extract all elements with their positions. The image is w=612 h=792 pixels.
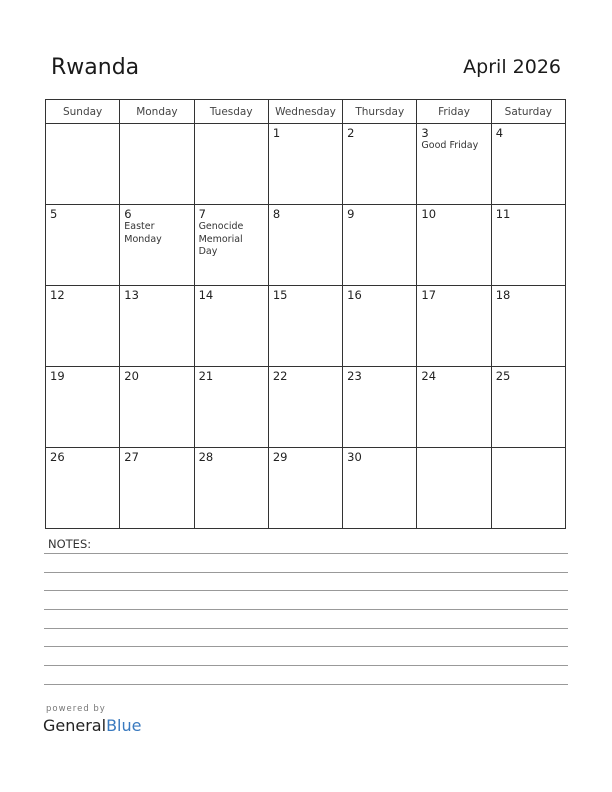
- day-number: 9: [347, 207, 355, 221]
- notes-label: NOTES:: [48, 537, 92, 551]
- country-title: Rwanda: [51, 55, 140, 80]
- day-cell: [417, 448, 491, 529]
- day-cell: [417, 286, 491, 367]
- calendar-grid: [45, 99, 566, 529]
- day-number: 15: [272, 288, 288, 302]
- day-number: 19: [50, 369, 65, 383]
- day-cell: [194, 367, 268, 448]
- weekday-header-row: [46, 100, 566, 124]
- month-year-title: April 2026: [463, 56, 561, 78]
- day-number: 25: [495, 369, 511, 383]
- day-cell: [417, 367, 491, 448]
- powered-by-text: powered by: [46, 704, 106, 714]
- weekday-wednesday: Wednesday: [268, 100, 342, 124]
- day-cell: [268, 367, 342, 448]
- day-cell: [194, 124, 268, 205]
- day-number: 26: [50, 450, 65, 464]
- notes-line: [44, 590, 568, 591]
- day-number: 4: [495, 126, 504, 140]
- day-number: 28: [198, 450, 214, 464]
- brand-part-general: General: [43, 716, 107, 735]
- week-row-5: [46, 448, 566, 529]
- day-cell: [46, 448, 120, 529]
- day-cell: [120, 124, 194, 205]
- holiday-label: Genocide Memorial Day: [198, 221, 244, 257]
- day-cell: [120, 367, 194, 448]
- day-cell: [268, 286, 342, 367]
- day-cell: [120, 286, 194, 367]
- day-cell: [491, 124, 565, 205]
- day-cell: [46, 367, 120, 448]
- day-number: 27: [124, 450, 139, 464]
- day-cell: [491, 286, 565, 367]
- day-number: 7: [198, 207, 206, 221]
- week-row-2: [46, 205, 566, 286]
- day-number: 8: [272, 207, 281, 221]
- day-cell: [343, 448, 417, 529]
- day-number: 30: [347, 450, 362, 464]
- notes-line: [44, 665, 568, 666]
- weekday-tuesday: Tuesday: [194, 100, 268, 124]
- day-number: 20: [124, 369, 139, 383]
- day-cell: [343, 367, 417, 448]
- weekday-friday: Friday: [417, 100, 491, 124]
- notes-line: [44, 553, 568, 554]
- day-number: 6: [124, 207, 132, 221]
- day-number: 14: [198, 288, 214, 302]
- holiday-label: Easter Monday: [124, 221, 162, 245]
- day-cell: [417, 124, 491, 205]
- notes-line: [44, 572, 568, 573]
- weekday-thursday: Thursday: [343, 100, 417, 124]
- day-number: 13: [124, 288, 139, 302]
- weekday-monday: Monday: [120, 100, 194, 124]
- brand-logo[interactable]: [43, 716, 141, 735]
- day-number: 22: [272, 369, 288, 383]
- day-cell: [194, 286, 268, 367]
- day-number: 23: [347, 369, 362, 383]
- week-row-1: [46, 124, 566, 205]
- day-number: 2: [347, 126, 355, 140]
- day-number: 21: [198, 369, 214, 383]
- day-number: 11: [495, 207, 511, 221]
- day-number: 29: [272, 450, 288, 464]
- day-cell: [268, 124, 342, 205]
- day-cell: [120, 448, 194, 529]
- day-number: 16: [347, 288, 362, 302]
- weekday-saturday: Saturday: [491, 100, 565, 124]
- day-cell: [46, 124, 120, 205]
- day-cell: [491, 448, 565, 529]
- day-cell: [343, 286, 417, 367]
- day-cell: [491, 205, 565, 286]
- day-cell: [491, 367, 565, 448]
- day-cell: [46, 205, 120, 286]
- day-cell: [46, 286, 120, 367]
- brand-part-blue: Blue: [106, 716, 142, 735]
- notes-line: [44, 684, 568, 685]
- day-number: 17: [421, 288, 437, 302]
- day-cell: [268, 205, 342, 286]
- day-cell: [268, 448, 342, 529]
- day-number: 3: [421, 126, 429, 140]
- day-cell: [194, 205, 268, 286]
- day-cell: [343, 124, 417, 205]
- weekday-sunday: Sunday: [46, 100, 120, 124]
- day-number: 5: [50, 207, 58, 221]
- week-row-3: [46, 286, 566, 367]
- week-row-4: [46, 367, 566, 448]
- day-number: 10: [421, 207, 437, 221]
- notes-line: [44, 646, 568, 647]
- notes-line: [44, 628, 568, 629]
- notes-line: [44, 609, 568, 610]
- day-cell: [120, 205, 194, 286]
- day-number: 12: [50, 288, 65, 302]
- day-cell: [343, 205, 417, 286]
- day-number: 18: [495, 288, 511, 302]
- holiday-label: Good Friday: [421, 140, 479, 151]
- day-number: 1: [272, 126, 281, 140]
- day-number: 24: [421, 369, 437, 383]
- day-cell: [417, 205, 491, 286]
- day-cell: [194, 448, 268, 529]
